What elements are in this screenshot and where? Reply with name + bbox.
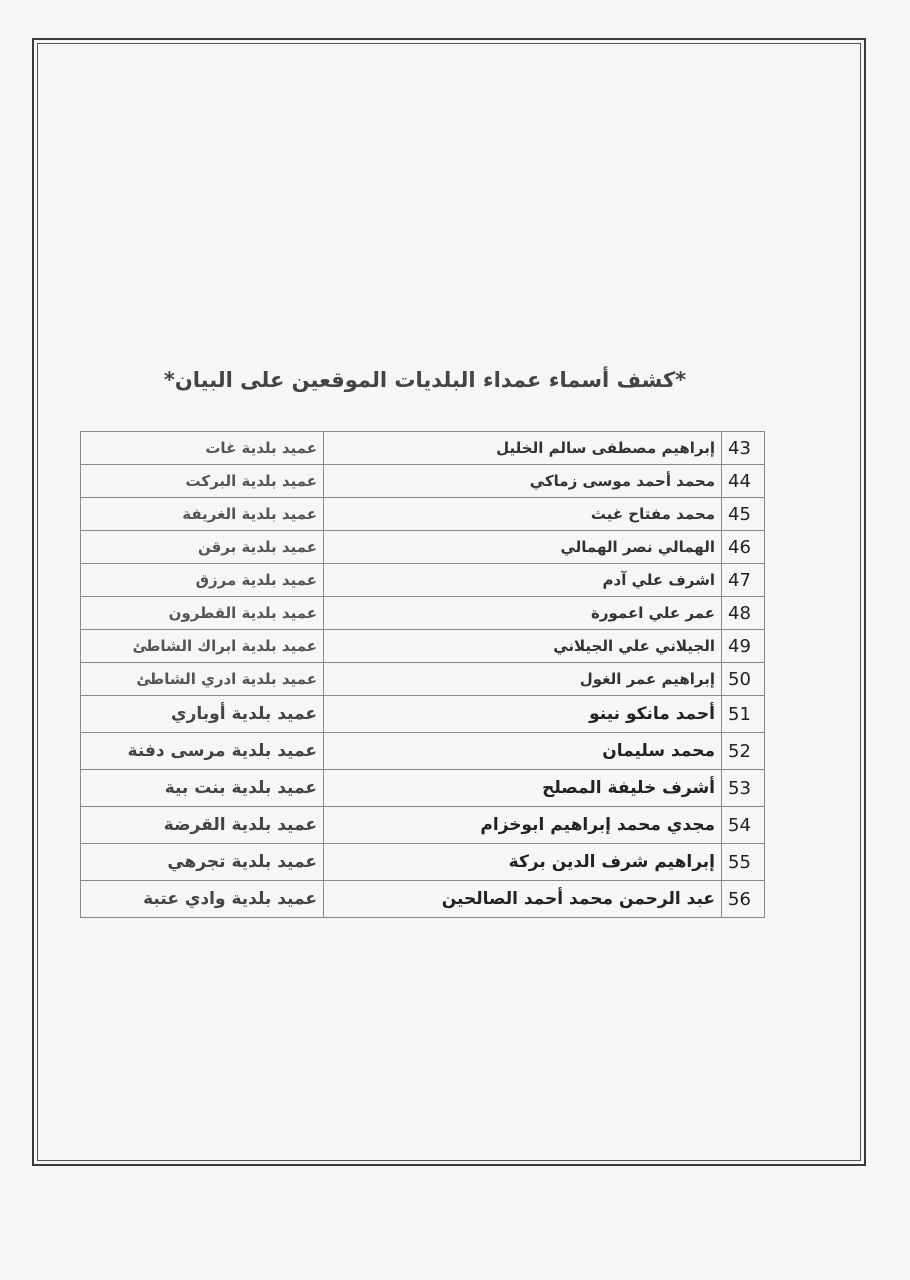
row-number: 43 [722, 432, 765, 465]
row-number: 49 [722, 630, 765, 663]
row-name: محمد سليمان [324, 733, 722, 770]
table-row [81, 531, 765, 564]
table-row [81, 465, 765, 498]
row-title: عميد بلدية بنت بية [81, 770, 324, 807]
row-name: أشرف خليفة المصلح [324, 770, 722, 807]
row-name: الهمالي نصر الهمالي [324, 531, 722, 564]
row-name: إبراهيم شرف الدين بركة [324, 844, 722, 881]
row-number: 44 [722, 465, 765, 498]
row-number: 46 [722, 531, 765, 564]
row-number: 47 [722, 564, 765, 597]
row-title: عميد بلدية ادري الشاطئ [81, 663, 324, 696]
table-row [81, 498, 765, 531]
table-row [81, 663, 765, 696]
row-name: إبراهيم مصطفى سالم الخليل [324, 432, 722, 465]
row-number: 51 [722, 696, 765, 733]
row-title: عميد بلدية برقن [81, 531, 324, 564]
row-title: عميد بلدية البركت [81, 465, 324, 498]
row-title: عميد بلدية غات [81, 432, 324, 465]
row-number: 50 [722, 663, 765, 696]
table-row [81, 770, 765, 807]
row-title: عميد بلدية ابراك الشاطئ [81, 630, 324, 663]
table-row [81, 696, 765, 733]
table-row [81, 733, 765, 770]
table-row [81, 881, 765, 918]
row-title: عميد بلدية تجرهي [81, 844, 324, 881]
document-title: *كشف أسماء عمداء البلديات الموقعين على البيان* [163, 368, 687, 392]
row-title: عميد بلدية القرضة [81, 807, 324, 844]
table-row [81, 597, 765, 630]
row-name: محمد أحمد موسى زماكي [324, 465, 722, 498]
row-number: 56 [722, 881, 765, 918]
row-number: 53 [722, 770, 765, 807]
row-title: عميد بلدية أوباري [81, 696, 324, 733]
row-title: عميد بلدية مرزق [81, 564, 324, 597]
row-number: 55 [722, 844, 765, 881]
table-row [81, 564, 765, 597]
table-row [81, 844, 765, 881]
row-name: محمد مفتاح غيث [324, 498, 722, 531]
row-title: عميد بلدية مرسى دفنة [81, 733, 324, 770]
row-name: الجيلاني علي الجيلاني [324, 630, 722, 663]
signers-table [80, 431, 765, 918]
row-title: عميد بلدية الغريفة [81, 498, 324, 531]
row-title: عميد بلدية القطرون [81, 597, 324, 630]
table-row [81, 630, 765, 663]
row-number: 45 [722, 498, 765, 531]
row-number: 54 [722, 807, 765, 844]
row-number: 52 [722, 733, 765, 770]
row-number: 48 [722, 597, 765, 630]
row-name: اشرف علي آدم [324, 564, 722, 597]
row-title: عميد بلدية وادي عتبة [81, 881, 324, 918]
row-name: عبد الرحمن محمد أحمد الصالحين [324, 881, 722, 918]
table-row [81, 807, 765, 844]
row-name: عمر علي اعمورة [324, 597, 722, 630]
row-name: إبراهيم عمر الغول [324, 663, 722, 696]
row-name: أحمد مانكو نينو [324, 696, 722, 733]
table-row [81, 432, 765, 465]
row-name: مجدي محمد إبراهيم ابوخزام [324, 807, 722, 844]
